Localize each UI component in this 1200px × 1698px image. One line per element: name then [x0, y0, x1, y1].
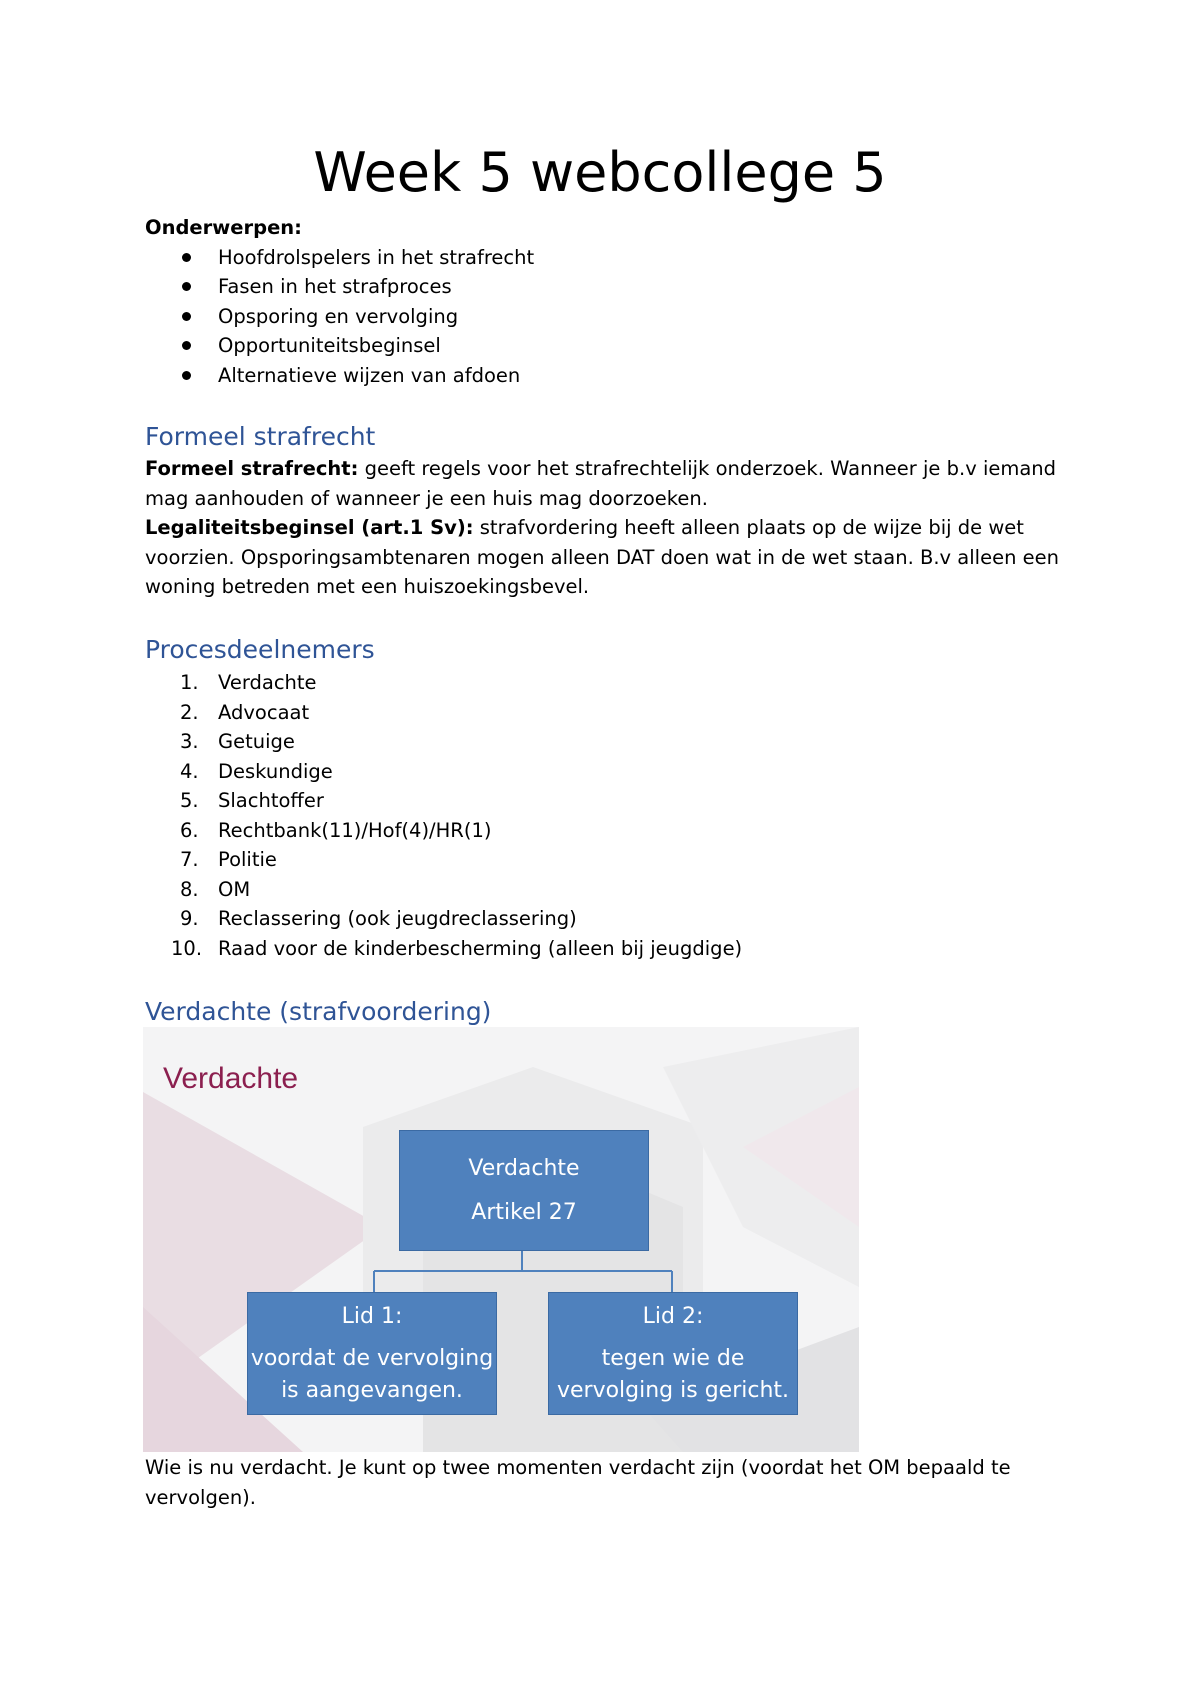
term-label: Legaliteitsbeginsel (art.1 Sv):	[145, 516, 474, 539]
list-item-text: Opsporing en vervolging	[218, 304, 459, 328]
section-heading-procesdeelnemers: Procesdeelnemers	[145, 635, 375, 664]
list-item	[145, 875, 1075, 905]
diagram-box-artikel-27	[399, 1130, 649, 1251]
list-item	[145, 302, 1075, 332]
paragraph-text: Wie is nu verdacht. Je kunt op twee momenten verdacht zijn (voordat het OM bepaald te	[145, 1456, 1011, 1479]
formeel-p1-line1	[145, 454, 1075, 484]
list-item	[145, 668, 1075, 698]
procesdeelnemers-list	[145, 668, 1075, 963]
term-label: Formeel strafrecht:	[145, 457, 359, 480]
box-text: Artikel 27	[471, 1199, 577, 1225]
diagram-box-lid-2	[548, 1292, 798, 1415]
topics-list	[145, 243, 1075, 391]
box-text: is aangevangen.	[281, 1377, 463, 1403]
list-item	[145, 757, 1075, 787]
list-number: 6.	[180, 818, 199, 842]
box-text: voordat de vervolging	[250, 1345, 494, 1371]
list-item	[145, 243, 1075, 273]
bullet-icon	[182, 312, 191, 321]
list-item	[145, 786, 1075, 816]
verdachte-diagram-slide	[143, 1027, 859, 1452]
list-item	[145, 361, 1075, 391]
list-number: 2.	[180, 700, 199, 724]
list-item	[145, 727, 1075, 757]
list-item	[145, 272, 1075, 302]
paragraph-text: voorzien. Opsporingsambtenaren mogen alleen DAT doen wat in de wet staan. B.v alleen een	[145, 545, 1059, 569]
list-item-text: Hoofdrolspelers in het strafrecht	[218, 245, 535, 269]
section-heading-formeel: Formeel strafrecht	[145, 422, 376, 451]
list-number: 1.	[180, 671, 199, 694]
list-item-text: Getuige	[218, 730, 295, 753]
bullet-icon	[182, 253, 191, 262]
bullet-icon	[182, 282, 191, 291]
paragraph-text: mag aanhouden of wanneer je een huis mag doorzoeken.	[145, 486, 708, 510]
verdachte-paragraph	[145, 1453, 1075, 1512]
formeel-p2-line1	[145, 513, 1075, 543]
list-number: 10.	[171, 936, 203, 960]
list-item-text: Raad voor de kinderbescherming (alleen bij jeugdige)	[218, 936, 743, 960]
list-item-text: OM	[218, 877, 251, 901]
paragraph-text: vervolgen).	[145, 1485, 256, 1509]
box-text: Lid 2:	[642, 1303, 704, 1329]
list-item	[145, 816, 1075, 846]
list-item-text: Opportuniteitsbeginsel	[218, 334, 441, 357]
list-item	[145, 934, 1075, 964]
list-item-text: Deskundige	[218, 759, 333, 783]
list-number: 9.	[180, 907, 199, 930]
slide-title: Verdachte	[163, 1062, 299, 1095]
list-item-text: Alternatieve wijzen van afdoen	[218, 363, 521, 387]
formeel-paragraphs	[145, 454, 1075, 602]
list-item	[145, 698, 1075, 728]
list-item-text: Fasen in het strafproces	[218, 275, 452, 298]
section-heading-verdachte: Verdachte (strafvoordering)	[145, 997, 492, 1026]
procesdeelnemers-section	[145, 668, 1075, 963]
box-text: vervolging is gericht.	[556, 1377, 790, 1403]
box-text: tegen wie de	[601, 1345, 745, 1371]
topics-section	[145, 213, 1075, 390]
diagram-box-lid-1	[247, 1292, 497, 1415]
list-item-text: Politie	[218, 848, 277, 871]
list-item-text: Advocaat	[218, 700, 310, 724]
paragraph-text: strafvordering heeft alleen plaats op de wijze bij de wet	[473, 516, 1024, 539]
list-item	[145, 904, 1075, 934]
list-number: 4.	[180, 759, 199, 783]
box-text: Verdachte	[468, 1155, 580, 1181]
list-number: 8.	[180, 877, 199, 901]
paragraph-text: geeft regels voor het strafrechtelijk onderzoek. Wanneer je b.v iemand	[358, 457, 1057, 480]
page-title: Week 5 webcollege 5	[313, 141, 887, 204]
list-item-text: Reclassering (ook jeugdreclassering)	[218, 907, 577, 930]
list-item-text: Slachtoffer	[218, 789, 324, 812]
bullet-icon	[182, 341, 191, 350]
list-item-text: Verdachte	[218, 671, 317, 694]
list-item	[145, 845, 1075, 875]
bullet-icon	[182, 371, 191, 380]
list-item-text: Rechtbank(11)/Hof(4)/HR(1)	[218, 818, 492, 842]
topics-label: Onderwerpen:	[145, 216, 302, 239]
box-text: Lid 1:	[341, 1303, 403, 1329]
list-item	[145, 331, 1075, 361]
paragraph-text: woning betreden met een huiszoekingsbevel.	[145, 575, 590, 598]
list-number: 3.	[180, 730, 199, 753]
list-number: 7.	[180, 848, 199, 871]
list-number: 5.	[180, 789, 199, 812]
